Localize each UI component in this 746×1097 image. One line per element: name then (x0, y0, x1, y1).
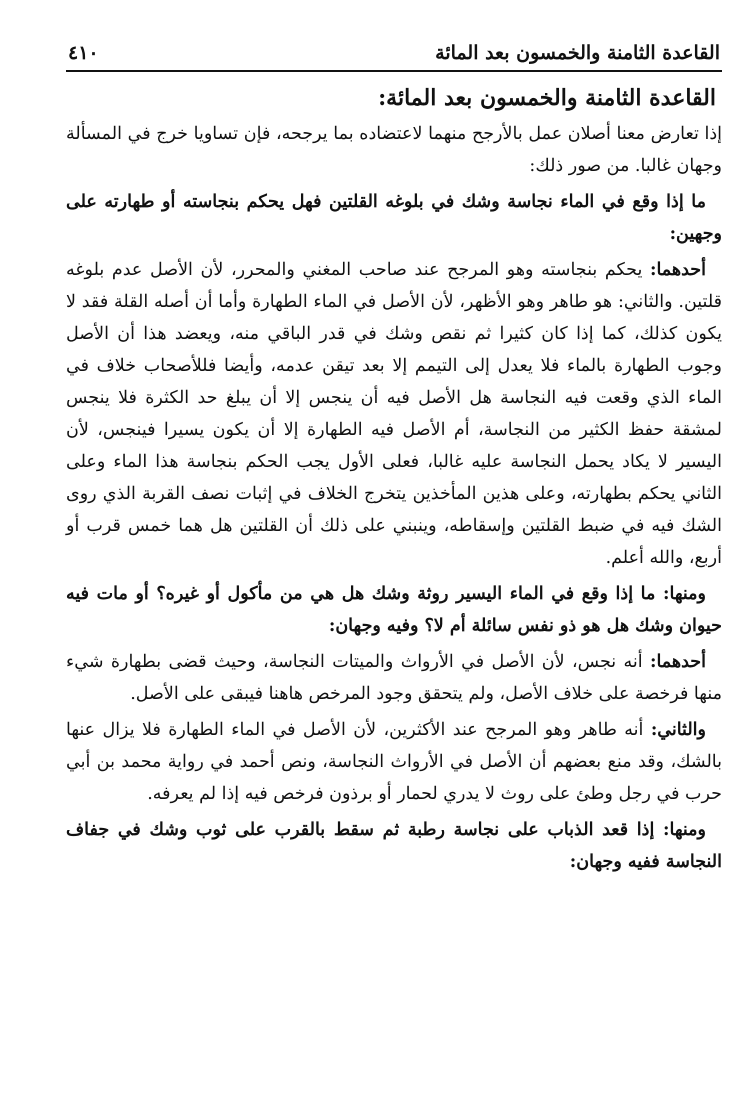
paragraph-text: إذا قعد الذباب على نجاسة رطبة ثم سقط بالقرب على ثوب وشك في جفاف النجاسة ففيه وجهان: (66, 820, 722, 872)
paragraph-opinion-3 (66, 714, 722, 810)
section-title: القاعدة الثامنة والخمسون بعد المائة: (378, 85, 716, 111)
paragraph-lead: ومنها: (663, 584, 706, 604)
paragraph-text: يحكم بنجاسته وهو المرجح عند صاحب المغني والمحرر، لأن الأصل عدم بلوغه قلتين. والثاني: هو طاهر وهو الأظهر، لأن الأصل في الماء الطهارة وأما أن أصله القلة فقد لا يكون كذلك، كما إذا كان كثيرا ثم نقص وشك في قدر الباقي منه، ويعضد هذا أن الأصل وجوب الطهارة بالماء فلا يعدل إلى التيمم إلا بعد تيقن عدمه، وأيضا فللأصحاب خلاف في الماء الذي وقعت فيه النجاسة هل الأصل فيه أن ينجس إلا أن يبلغ حد الكثرة فلا ينجس لمشقة حفظ الكثير من النجاسة، أم الأصل فيه الطهارة إلا أن يكون يسيرا فينجس، لأن اليسير لا يكاد يحمل النجاسة عليه غالبا، فعلى الأول يجب الحكم بنجاسة هذا الماء وعلى الثاني يحكم بطهارته، وعلى هذين المأخذين يتخرج الخلاف في إثبات نصف القربة الذي روى الشك فيه في ضبط القلتين وإسقاطه، وينبني على ذلك أن القلتين هل هما خمس قرب أو أربع، والله أعلم. (66, 260, 722, 568)
paragraph-text: إذا تعارض معنا أصلان عمل بالأرجح منهما لاعتضاده بما يرجحه، فإن تساويا خرج في المسألة وجهان غالبا. من صور ذلك: (66, 124, 722, 176)
paragraph-text: أنه طاهر وهو المرجح عند الأكثرين، لأن الأصل في الماء الطهارة فلا يزال عنها بالشك، وقد منع بعضهم أن الأصل في الأرواث النجاسة، ونص أحمد في رواية محمد بن أبي حرب في رجل وطئ على روث لا يدري لحمار أو برذون فرخص فيه إذا لم يعرفه. (66, 720, 722, 804)
paragraph-lead: والثاني: (650, 720, 706, 740)
page-number: ٤١٠ (68, 42, 99, 64)
page-header (66, 40, 722, 68)
paragraph-text: أنه نجس، لأن الأصل في الأرواث والميتات النجاسة، وحيث قضى بطهارة شيء منها فرخصة على خلاف الأصل، ولم يتحقق وجود المرخص هاهنا فيبقى على الأصل. (66, 652, 722, 704)
paragraph-opinion-1 (66, 254, 722, 574)
paragraph-lead: أحدهما: (649, 652, 706, 672)
document-page (66, 40, 722, 882)
running-title: القاعدة الثامنة والخمسون بعد المائة (435, 42, 720, 64)
paragraph-text: ما إذا وقع في الماء اليسير روثة وشك هل هي من مأكول أو غيره؟ أو مات فيه حيوان وشك هل هو ذو نفس سائلة أم لا؟ وفيه وجهان: (66, 584, 722, 636)
paragraph-case-3 (66, 814, 722, 878)
paragraph-opinion-2 (66, 646, 722, 710)
paragraph-case-1 (66, 186, 722, 250)
paragraph-text: ما إذا وقع في الماء نجاسة وشك في بلوغه القلتين فهل يحكم بنجاسته أو طهارته على وجهين: (66, 192, 722, 244)
paragraph-case-2 (66, 578, 722, 642)
header-rule (66, 70, 722, 72)
paragraph-lead: ومنها: (663, 820, 706, 840)
paragraph-lead: أحدهما: (649, 260, 706, 280)
paragraph-intro (66, 118, 722, 182)
